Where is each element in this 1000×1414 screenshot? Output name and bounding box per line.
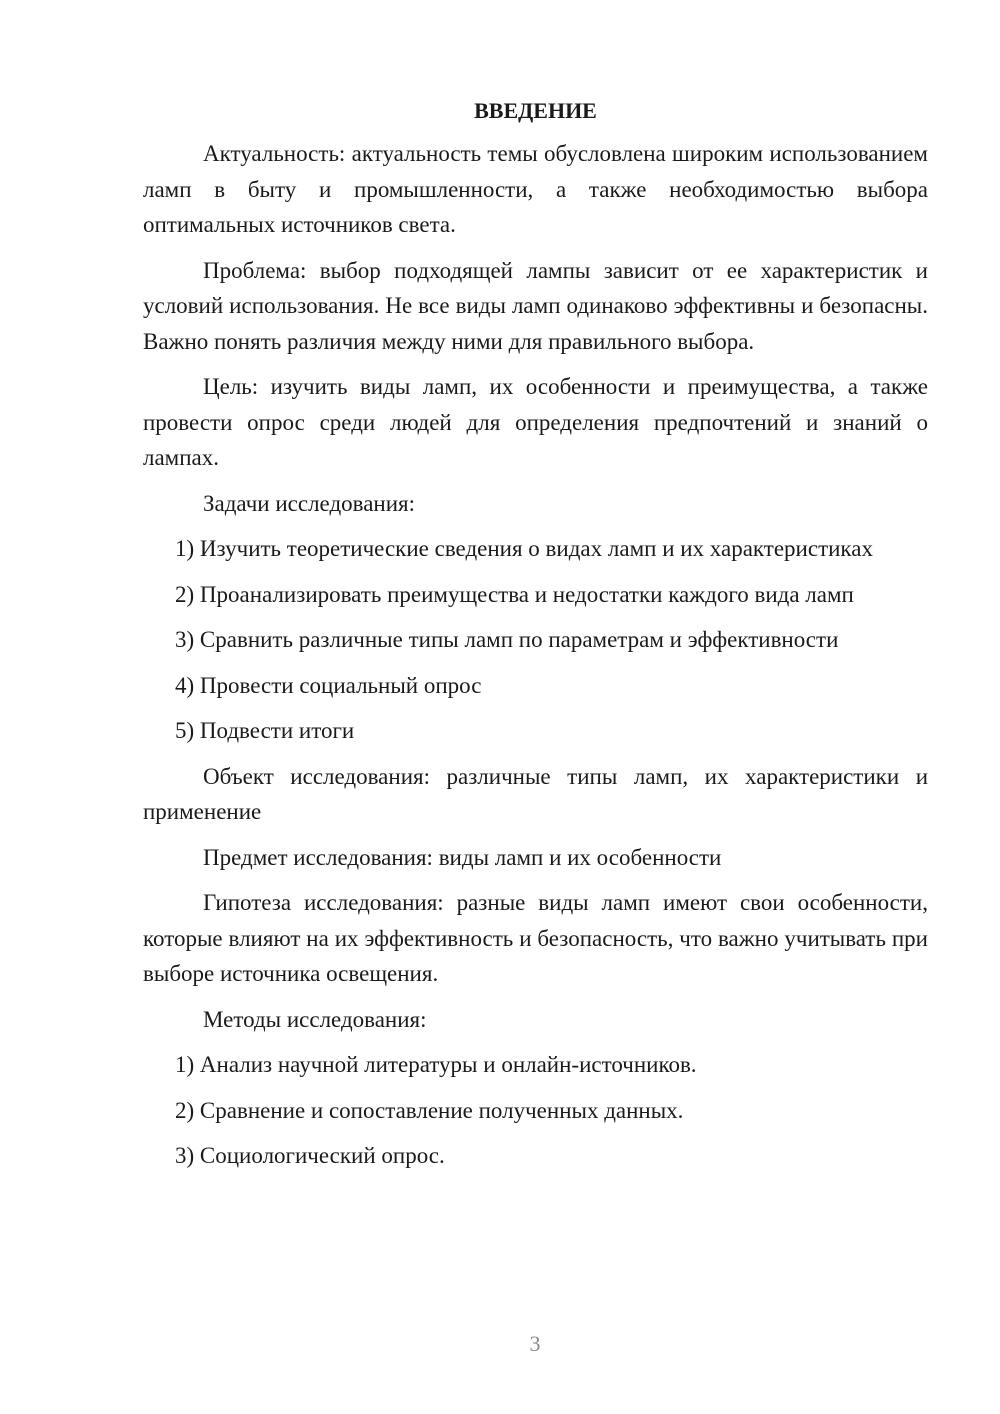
paragraph-hypothesis: Гипотеза исследования: разные виды ламп имеют свои особенности, которые влияют на их эффективность и безопасность, что важно учитывать при выборе источника освещения. bbox=[143, 890, 928, 986]
methods-heading: Методы исследования: bbox=[203, 1006, 427, 1032]
tasks-list bbox=[143, 531, 928, 749]
paragraph-goal: Цель: изучить виды ламп, их особенности и преимущества, а также провести опрос среди людей для определения предпочтений и знаний о лампах. bbox=[143, 374, 928, 470]
page-number: 3 bbox=[529, 1331, 541, 1356]
list-item: 2) Проанализировать преимущества и недостатки каждого вида ламп bbox=[175, 581, 854, 607]
paragraph-problem: Проблема: выбор подходящей лампы зависит от ее характеристик и условий использования. Не все виды ламп одинаково эффективны и безопасны. Важно понять различия между ними для правильного выбора. bbox=[143, 257, 928, 354]
document-page bbox=[143, 96, 928, 1184]
paragraph-actuality: Актуальность: актуальность темы обусловлена широким использованием ламп в быту и промышленности, а также необходимостью выбора оптимальных источников света. bbox=[143, 141, 928, 237]
list-item: 1) Изучить теоретические сведения о видах ламп и их характеристиках bbox=[175, 536, 873, 561]
page-title: ВВЕДЕНИЕ bbox=[474, 98, 597, 123]
list-item: 4) Провести социальный опрос bbox=[175, 672, 482, 698]
methods-list bbox=[143, 1047, 928, 1174]
list-item: 1) Анализ научной литературы и онлайн-источников. bbox=[175, 1052, 697, 1077]
paragraph-object: Объект исследования: различные типы ламп, их характеристики и применение bbox=[143, 763, 928, 824]
list-item: 3) Социологический опрос. bbox=[175, 1143, 445, 1168]
list-item: 2) Сравнение и сопоставление полученных данных. bbox=[175, 1097, 684, 1123]
list-item: 3) Сравнить различные типы ламп по параметрам и эффективности bbox=[175, 627, 839, 652]
list-item: 5) Подвести итоги bbox=[175, 718, 355, 743]
paragraph-subject: Предмет исследования: виды ламп и их особенности bbox=[203, 844, 722, 870]
tasks-heading: Задачи исследования: bbox=[203, 490, 416, 516]
